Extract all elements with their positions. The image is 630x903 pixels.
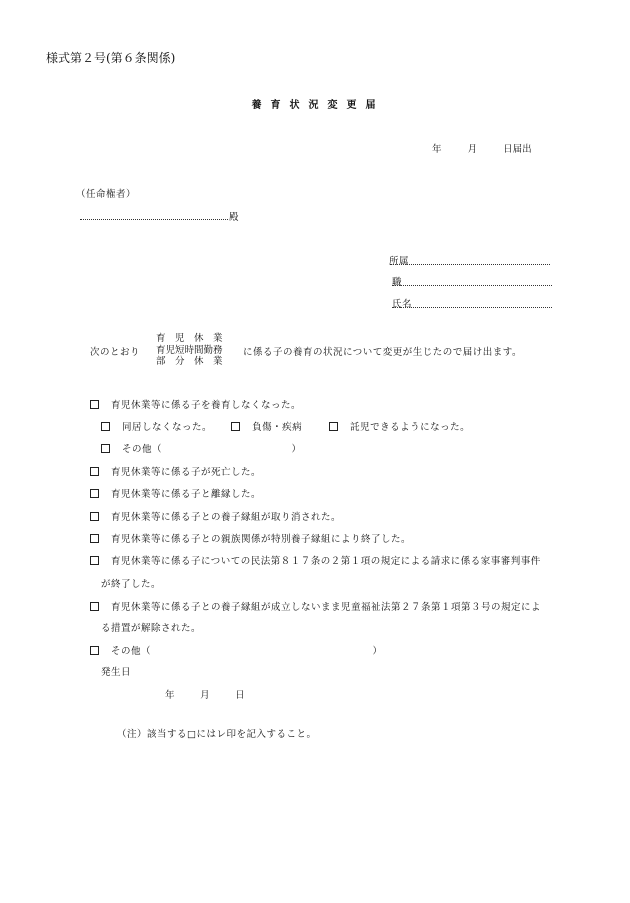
statement-suffix: に係る子の養育の状況について変更が生じたので届け出ます。	[243, 347, 523, 358]
check-item-disowned: 育児休業等に係る子と離縁した。	[90, 486, 261, 500]
check-item-welfare-measure: 育児休業等に係る子との養子縁組が成立しないまま児童福祉法第２７条第１項第３号の規定によ	[90, 599, 541, 613]
checkbox[interactable]	[90, 400, 99, 409]
leave-type-list	[156, 333, 223, 368]
check-item-no-longer-raising: 育児休業等に係る子を養育しなくなった。	[90, 397, 301, 411]
statement-prefix: 次のとおり	[90, 347, 141, 358]
check-item-family-court: 育児休業等に係る子についての民法第８１７条の２第１項の規定による請求に係る家事審判事件	[90, 553, 541, 567]
other-label: その他（	[111, 646, 152, 657]
position-field[interactable]	[392, 285, 552, 286]
checkbox[interactable]	[90, 602, 99, 611]
check-sub-reasons	[101, 419, 470, 433]
occurrence-year-label: 年	[165, 690, 176, 701]
check-item-child-died: 育児休業等に係る子が死亡した。	[90, 464, 261, 478]
appointer-honorific: 殿	[229, 212, 240, 223]
position-label: 職	[392, 277, 403, 288]
submission-year-label: 年	[432, 144, 442, 155]
form-number: 様式第２号(第６条関係)	[46, 51, 176, 65]
leave-type-short-hours: 育児短時間勤務	[156, 344, 223, 356]
affiliation-label: 所属	[389, 256, 410, 267]
affiliation-field[interactable]	[390, 264, 550, 265]
occurrence-day-label: 日	[235, 690, 246, 701]
sub-other-label: その他（	[122, 444, 163, 455]
checkbox[interactable]	[101, 444, 110, 453]
footnote: （注）該当する□にはレ印を記入すること。	[117, 729, 317, 740]
check-item-adoption-cancelled: 育児休業等に係る子との養子縁組が取り消された。	[90, 509, 341, 523]
checkbox[interactable]	[90, 467, 99, 476]
check-item-family-court-continued: が終了した。	[101, 579, 162, 590]
checkbox[interactable]	[90, 646, 99, 655]
check-sub-other: その他（ ）	[101, 441, 302, 455]
checkbox[interactable]	[90, 556, 99, 565]
appointer-label: （任命権者）	[76, 189, 137, 200]
check-item-welfare-measure-continued: る措置が解除された。	[101, 623, 202, 634]
checkbox[interactable]	[90, 489, 99, 498]
sub-childcare-label: 託児できるようになった。	[350, 422, 471, 433]
check-item-special-adoption: 育児休業等に係る子との親族関係が特別養子縁組により終了した。	[90, 531, 411, 545]
submission-date	[432, 141, 532, 155]
occurrence-date	[165, 687, 245, 701]
sub-live-apart-label: 同居しなくなった。	[122, 422, 213, 433]
checkbox[interactable]	[329, 422, 338, 431]
name-label: 氏名	[392, 299, 413, 310]
check-item-other: その他（ ）	[90, 643, 383, 657]
checkbox[interactable]	[90, 512, 99, 521]
leave-type-partial: 部 分 休 業	[156, 356, 223, 367]
sub-injury-label: 負傷・疾病	[252, 422, 303, 433]
occurrence-label: 発生日	[101, 667, 132, 678]
occurrence-month-label: 月	[200, 690, 211, 701]
form-title: 養育状況変更届	[251, 100, 385, 111]
submission-day-label: 日届出	[503, 144, 532, 155]
checkbox[interactable]	[90, 534, 99, 543]
submission-month-label: 月	[467, 144, 478, 155]
checkbox[interactable]	[231, 422, 240, 431]
checkbox[interactable]	[101, 422, 110, 431]
appointer-name-field[interactable]	[80, 219, 228, 220]
name-field[interactable]	[392, 307, 552, 308]
leave-type-childcare: 育 児 休 業	[156, 333, 223, 344]
